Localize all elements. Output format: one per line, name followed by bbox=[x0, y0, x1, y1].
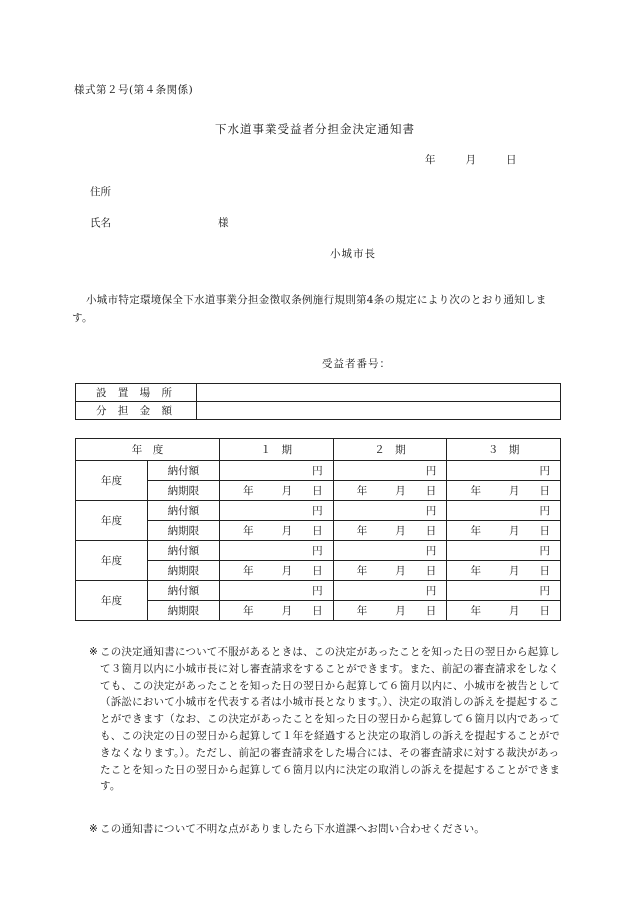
year-header: 年 度 bbox=[76, 439, 220, 461]
amount-value: 円 bbox=[219, 461, 333, 481]
deadline-value bbox=[447, 561, 561, 581]
deadline-month-unit: 月 bbox=[281, 565, 293, 577]
fiscal-year-cell: 年度 bbox=[76, 501, 148, 541]
note-mark: ※ bbox=[89, 646, 98, 658]
honorific: 様 bbox=[218, 217, 229, 229]
deadline-year-unit: 年 bbox=[356, 605, 368, 617]
fiscal-year-cell: 年度 bbox=[76, 581, 148, 621]
deadline-month-unit: 月 bbox=[281, 485, 293, 497]
amount-value: 円 bbox=[219, 541, 333, 561]
notice-body: 小城市特定環境保全下水道事業分担金徴収条例施行規則第4条の規定により次のとおり通知します。 bbox=[72, 294, 547, 324]
amount-value: 円 bbox=[333, 581, 447, 601]
deadline-value bbox=[333, 601, 447, 621]
deadline-value bbox=[333, 561, 447, 581]
deadline-label: 納期限 bbox=[147, 601, 219, 621]
date-month-label: 月 bbox=[465, 154, 476, 166]
schedule-amount-row bbox=[76, 541, 561, 561]
amount-label: 納付額 bbox=[147, 461, 219, 481]
deadline-month-unit: 月 bbox=[509, 525, 520, 537]
amount-value: 円 bbox=[333, 541, 447, 561]
form-number: 様式第２号(第４条関係) bbox=[74, 84, 194, 96]
amount-label: 納付額 bbox=[147, 581, 219, 601]
schedule-deadline-row bbox=[76, 601, 561, 621]
amount-value bbox=[197, 402, 561, 420]
deadline-year-unit: 年 bbox=[470, 565, 481, 577]
deadline-value bbox=[219, 481, 333, 501]
schedule-amount-row bbox=[76, 501, 561, 521]
amount-value: 円 bbox=[447, 581, 561, 601]
sender: 小城市長 bbox=[330, 248, 376, 260]
deadline-year-unit: 年 bbox=[243, 525, 254, 537]
location-row bbox=[76, 384, 561, 402]
recipient-number-label: 受益者番号： bbox=[322, 358, 391, 370]
amount-value: 円 bbox=[447, 501, 561, 521]
deadline-value bbox=[333, 481, 447, 501]
deadline-label: 納期限 bbox=[147, 561, 219, 581]
issue-date bbox=[425, 152, 517, 167]
schedule-deadline-row bbox=[76, 561, 561, 581]
schedule-amount-row bbox=[76, 461, 561, 481]
deadline-value bbox=[219, 521, 333, 541]
deadline-value bbox=[447, 601, 561, 621]
deadline-label: 納期限 bbox=[147, 481, 219, 501]
period-3-header: ３ 期 bbox=[447, 439, 561, 461]
deadline-day-unit: 日 bbox=[539, 605, 550, 617]
schedule-deadline-row bbox=[76, 521, 561, 541]
amount-row bbox=[76, 402, 561, 420]
deadline-year-unit: 年 bbox=[356, 525, 368, 537]
document-title: 下水道事業受益者分担金決定通知書 bbox=[215, 122, 415, 136]
period-1-header: １ 期 bbox=[219, 439, 333, 461]
amount-value: 円 bbox=[333, 501, 447, 521]
deadline-year-unit: 年 bbox=[243, 565, 254, 577]
deadline-year-unit: 年 bbox=[356, 565, 368, 577]
name-label: 氏名 bbox=[90, 217, 111, 229]
deadline-year-unit: 年 bbox=[470, 605, 481, 617]
deadline-day-unit: 日 bbox=[425, 565, 437, 577]
amount-value: 円 bbox=[447, 541, 561, 561]
deadline-day-unit: 日 bbox=[539, 525, 550, 537]
deadline-month-unit: 月 bbox=[509, 565, 520, 577]
deadline-day-unit: 日 bbox=[312, 605, 323, 617]
amount-value: 円 bbox=[219, 581, 333, 601]
deadline-month-unit: 月 bbox=[509, 485, 520, 497]
deadline-day-unit: 日 bbox=[539, 565, 550, 577]
deadline-month-unit: 月 bbox=[395, 565, 406, 577]
deadline-day-unit: 日 bbox=[539, 485, 550, 497]
location-value bbox=[197, 384, 561, 402]
deadline-month-unit: 月 bbox=[509, 605, 520, 617]
deadline-value bbox=[333, 521, 447, 541]
schedule-deadline-row bbox=[76, 481, 561, 501]
deadline-month-unit: 月 bbox=[281, 605, 293, 617]
note-mark: ※ bbox=[89, 823, 98, 835]
amount-label: 納付額 bbox=[147, 501, 219, 521]
amount-value: 円 bbox=[447, 461, 561, 481]
deadline-year-unit: 年 bbox=[243, 605, 254, 617]
date-day-label: 日 bbox=[506, 154, 517, 166]
deadline-year-unit: 年 bbox=[356, 485, 368, 497]
deadline-month-unit: 月 bbox=[395, 525, 406, 537]
payment-schedule-table bbox=[75, 438, 561, 621]
deadline-day-unit: 日 bbox=[425, 605, 437, 617]
appeal-note-text: この決定通知書について不服があるときは、この決定があったことを知った日の翌日から起算して３箇月以内に小城市長に対し審査請求をすることができます。また、前記の審査請求をしなくても、この決定があったことを知った日の翌日から起算して６箇月以内に、小城市を被告として（訴訟において小城市を代表する者は小城市長となります。）、決定の取消しの訴えを提起することができます（なお、この決定があったことを知った日の翌日から起算して６箇月以内であっても、この決定の日の翌日から起算して１年を経過すると決定の取消しの訴えを提起することができなくなります。）。ただし、前記の審査請求をした場合には、その審査請求に対する裁決があったことを知った日の翌日から起算して６箇月以内に決定の取消しの訴えを提起することができます。 bbox=[100, 646, 561, 793]
schedule-header-row bbox=[76, 439, 561, 461]
deadline-day-unit: 日 bbox=[425, 485, 437, 497]
deadline-value bbox=[219, 561, 333, 581]
amount-value: 円 bbox=[333, 461, 447, 481]
contact-note bbox=[89, 821, 561, 838]
deadline-day-unit: 日 bbox=[312, 525, 323, 537]
deadline-value bbox=[447, 521, 561, 541]
amount-label: 分 担 金 額 bbox=[76, 402, 197, 420]
amount-value: 円 bbox=[219, 501, 333, 521]
amount-label: 納付額 bbox=[147, 541, 219, 561]
location-label: 設 置 場 所 bbox=[76, 384, 197, 402]
deadline-month-unit: 月 bbox=[281, 525, 293, 537]
deadline-month-unit: 月 bbox=[395, 605, 406, 617]
deadline-day-unit: 日 bbox=[312, 485, 323, 497]
appeal-note bbox=[89, 644, 561, 795]
deadline-value bbox=[219, 601, 333, 621]
date-year-label: 年 bbox=[425, 154, 436, 166]
schedule-amount-row bbox=[76, 581, 561, 601]
deadline-day-unit: 日 bbox=[312, 565, 323, 577]
address-label: 住所 bbox=[90, 186, 111, 198]
deadline-value bbox=[447, 481, 561, 501]
fiscal-year-cell: 年度 bbox=[76, 461, 148, 501]
info-table bbox=[75, 383, 561, 420]
deadline-year-unit: 年 bbox=[243, 485, 254, 497]
deadline-month-unit: 月 bbox=[395, 485, 406, 497]
deadline-label: 納期限 bbox=[147, 521, 219, 541]
fiscal-year-cell: 年度 bbox=[76, 541, 148, 581]
period-2-header: ２ 期 bbox=[333, 439, 447, 461]
deadline-year-unit: 年 bbox=[470, 485, 481, 497]
deadline-day-unit: 日 bbox=[425, 525, 437, 537]
contact-note-text: この通知書について不明な点がありましたら下水道課へお問い合わせください。 bbox=[100, 823, 485, 835]
deadline-year-unit: 年 bbox=[470, 525, 481, 537]
